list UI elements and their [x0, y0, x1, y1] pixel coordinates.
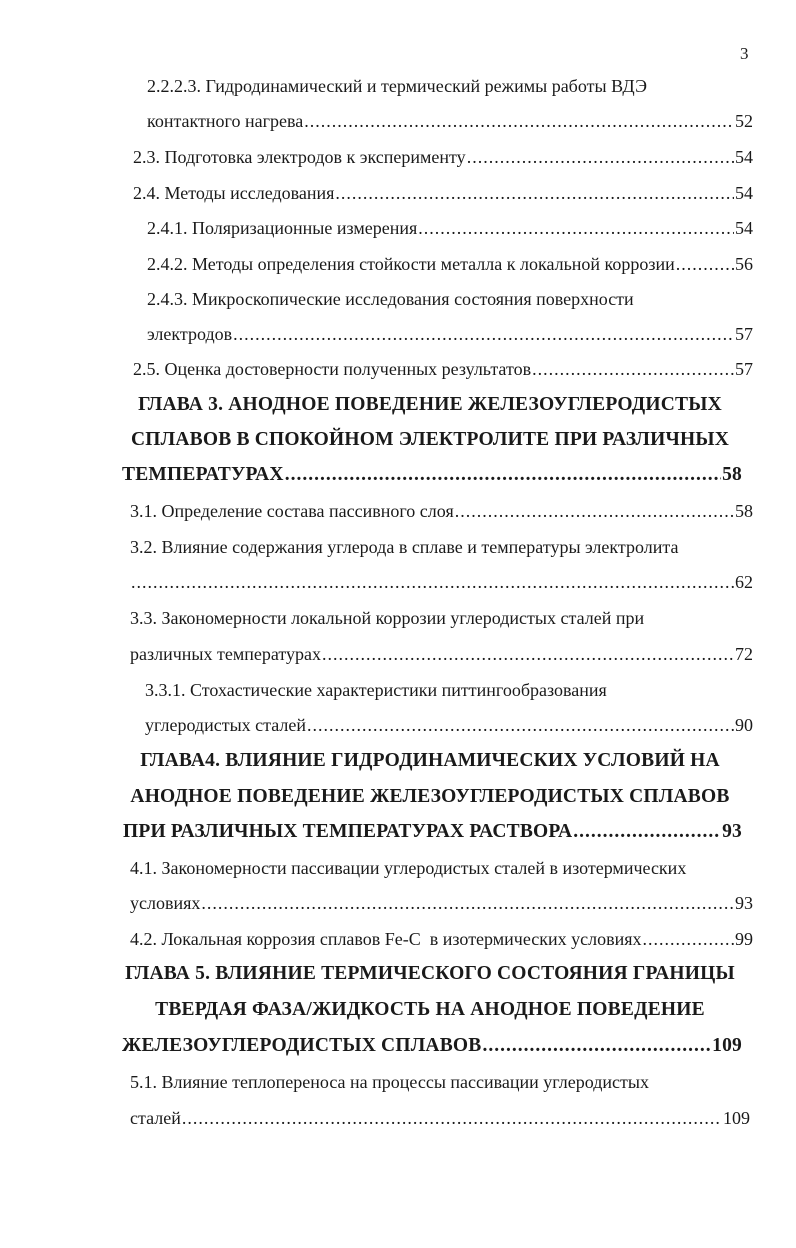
toc-entry[interactable]: [130, 569, 753, 595]
toc-entry[interactable]: [133, 144, 753, 170]
toc-entry-text: различных температурах: [130, 644, 322, 664]
dot-leader: [643, 926, 734, 952]
toc-entry[interactable]: [130, 641, 753, 667]
page-number: 3: [740, 44, 749, 63]
toc-entry-text: 2.4.2. Методы определения стойкости металла к локальной коррозии: [147, 254, 675, 274]
toc-entry-text: углеродистых сталей: [145, 715, 306, 735]
toc-entry-text: 3.3.1. Стохастические характеристики питтингообразования: [145, 680, 607, 700]
toc-entry-text: 3.3. Закономерности локальной коррозии углеродистых сталей при: [130, 608, 645, 628]
chapter-heading: ГЛАВА4. ВЛИЯНИЕ ГИДРОДИНАМИЧЕСКИХ УСЛОВИЙ НА: [140, 750, 720, 771]
toc-entry-text: контактного нагрева: [147, 111, 304, 131]
toc-page-number: 72: [735, 644, 753, 664]
toc-entry-text: 3.1. Определение состава пассивного слоя: [130, 501, 454, 521]
dot-leader: [532, 356, 734, 382]
toc-entry[interactable]: [130, 890, 753, 916]
toc-page-number: 58: [722, 464, 742, 485]
toc-page-number: 93: [735, 893, 753, 913]
dot-leader: [201, 890, 734, 916]
chapter-heading: ГЛАВА 5. ВЛИЯНИЕ ТЕРМИЧЕСКОГО СОСТОЯНИЯ ГРАНИЦЫ: [125, 963, 735, 984]
dot-leader: [322, 641, 734, 667]
dot-leader: [307, 712, 734, 738]
toc-entry-text: 3.2. Влияние содержания углерода в сплаве и температуры электролита: [130, 537, 679, 557]
dot-leader: [335, 180, 734, 206]
dot-leader: [573, 819, 721, 845]
chapter-heading: ГЛАВА 3. АНОДНОЕ ПОВЕДЕНИЕ ЖЕЛЕЗОУГЛЕРОДИСТЫХ: [138, 394, 722, 415]
toc-entry[interactable]: [123, 819, 742, 845]
dot-leader: [483, 1033, 712, 1059]
toc-entry[interactable]: [130, 498, 753, 524]
toc-entry-text: 4.1. Закономерности пассивации углеродистых сталей в изотермических: [130, 858, 687, 878]
toc-entry[interactable]: [133, 180, 753, 206]
dot-leader: [285, 462, 721, 488]
toc-page-number: 93: [722, 821, 742, 842]
dot-leader: [455, 498, 734, 524]
toc-page-number: 57: [735, 324, 753, 344]
chapter-heading: ПРИ РАЗЛИЧНЫХ ТЕМПЕРАТУРАХ РАСТВОРА: [123, 821, 573, 842]
toc-page-number: 62: [735, 572, 753, 592]
toc-page-number: 109: [723, 1108, 750, 1128]
toc-entry[interactable]: [122, 462, 742, 488]
toc-entry[interactable]: [130, 1105, 750, 1131]
toc-page-number: 99: [735, 929, 753, 949]
toc-entry[interactable]: [130, 926, 753, 952]
toc-page-number: 109: [712, 1035, 742, 1056]
toc-entry[interactable]: [147, 108, 753, 134]
toc-entry[interactable]: [147, 215, 753, 241]
toc-entry-text: 2.5. Оценка достоверности полученных результатов: [133, 359, 532, 379]
toc-page-number: 57: [735, 359, 753, 379]
chapter-heading: СПЛАВОВ В СПОКОЙНОМ ЭЛЕКТРОЛИТЕ ПРИ РАЗЛИЧНЫХ: [130, 429, 730, 450]
toc-entry[interactable]: [122, 1033, 742, 1059]
chapter-heading: ТЕМПЕРАТУРАХ: [122, 464, 284, 485]
toc-entry-text: 2.3. Подготовка электродов к эксперименту: [133, 147, 466, 167]
toc-entry-text: 2.4.1. Поляризационные измерения: [147, 218, 418, 238]
chapter-heading: ТВЕРДАЯ ФАЗА/ЖИДКОСТЬ НА АНОДНОЕ ПОВЕДЕНИЕ: [155, 999, 705, 1020]
toc-entry-text: условиях: [130, 893, 201, 913]
dot-leader: [418, 215, 734, 241]
toc-entry-text: 2.2.2.3. Гидродинамический и термический режимы работы ВДЭ: [147, 76, 647, 96]
toc-page-number: 56: [735, 254, 753, 274]
toc-page-number: 54: [735, 183, 753, 203]
toc-entry[interactable]: [133, 356, 753, 382]
toc-page-number: 52: [735, 111, 753, 131]
chapter-heading: ЖЕЛЕЗОУГЛЕРОДИСТЫХ СПЛАВОВ: [122, 1035, 482, 1056]
toc-entry-text: 2.4.3. Микроскопические исследования состояния поверхности: [147, 289, 634, 309]
dot-leader: [467, 144, 734, 170]
toc-entry-text: сталей: [130, 1108, 181, 1128]
chapter-heading: АНОДНОЕ ПОВЕДЕНИЕ ЖЕЛЕЗОУГЛЕРОДИСТЫХ СПЛАВОВ: [130, 786, 730, 807]
dot-leader: [304, 108, 734, 134]
toc-entry[interactable]: [147, 251, 753, 277]
dot-leader: [676, 251, 734, 277]
toc-page-number: 58: [735, 501, 753, 521]
dot-leader: [131, 569, 734, 595]
toc-page-number: 54: [735, 218, 753, 238]
toc-page-number: 54: [735, 147, 753, 167]
toc-page-number: 90: [735, 715, 753, 735]
toc-entry-text: 2.4. Методы исследования: [133, 183, 335, 203]
toc-entry[interactable]: [147, 321, 753, 347]
dot-leader: [233, 321, 734, 347]
toc-entry-text: 5.1. Влияние теплопереноса на процессы пассивации углеродистых: [130, 1072, 649, 1092]
dot-leader: [182, 1105, 722, 1131]
toc-entry-text: 4.2. Локальная коррозия сплавов Fe-C в изотермических условиях: [130, 929, 642, 949]
toc-entry[interactable]: [145, 712, 753, 738]
toc-entry-text: электродов: [147, 324, 233, 344]
